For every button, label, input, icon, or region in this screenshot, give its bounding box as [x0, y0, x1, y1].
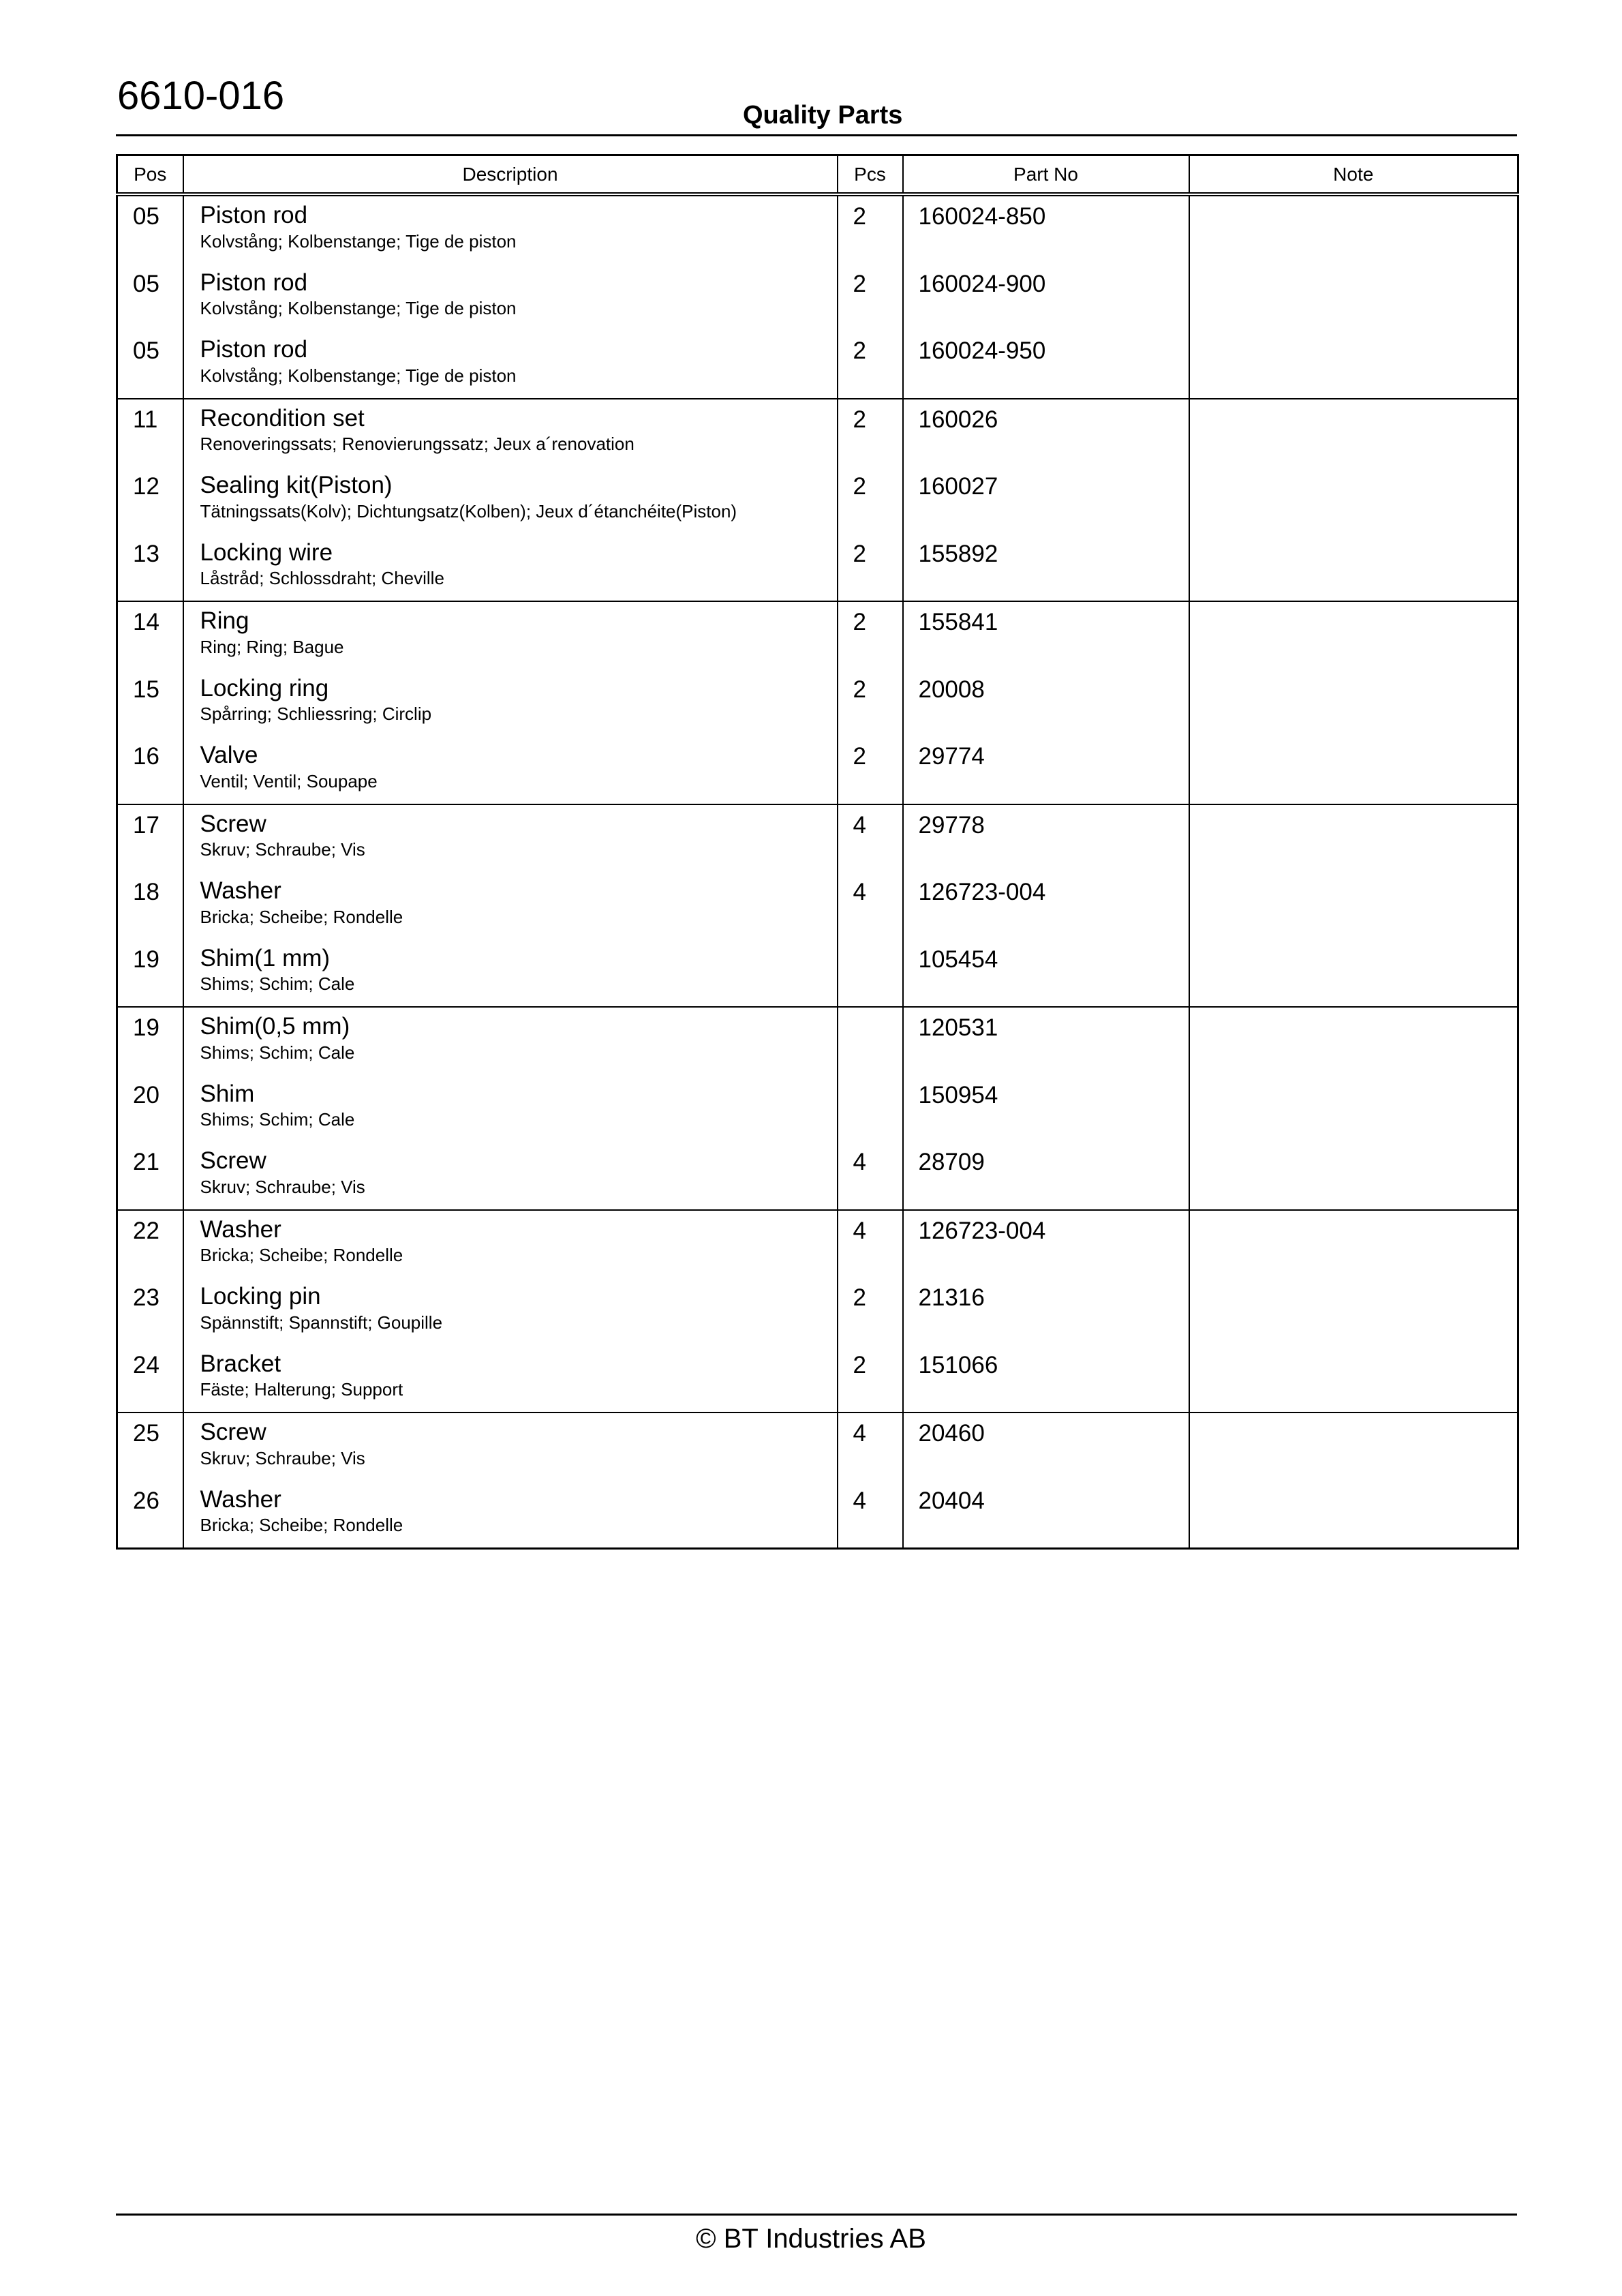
cell-description — [183, 194, 838, 264]
footer-divider — [116, 2214, 1517, 2216]
cell-pos: 23 — [117, 1278, 183, 1345]
part-name: Locking pin — [200, 1283, 321, 1310]
page-heading: Quality Parts — [743, 101, 903, 130]
cell-pcs: 2 — [838, 669, 903, 737]
cell-part-no: 160024-850 — [903, 194, 1189, 264]
cell-note — [1189, 331, 1518, 399]
cell-description — [183, 466, 838, 534]
part-name: Shim(1 mm) — [200, 944, 331, 971]
column-header-note: Note — [1189, 155, 1518, 195]
row-group — [117, 399, 1518, 602]
parts-table — [116, 154, 1519, 1550]
part-translation: Fäste; Halterung; Support — [200, 1379, 403, 1400]
cell-note — [1189, 534, 1518, 602]
cell-description — [183, 736, 838, 804]
table-row — [117, 804, 1518, 873]
part-name: Locking wire — [200, 539, 333, 566]
cell-pos: 05 — [117, 264, 183, 331]
row-group — [117, 601, 1518, 804]
cell-description — [183, 872, 838, 939]
cell-pos: 24 — [117, 1345, 183, 1413]
cell-pos: 26 — [117, 1481, 183, 1549]
cell-note — [1189, 1007, 1518, 1075]
cell-pos: 19 — [117, 939, 183, 1008]
cell-note — [1189, 1413, 1518, 1481]
part-name: Washer — [200, 877, 281, 904]
part-name: Screw — [200, 810, 266, 837]
cell-pos: 19 — [117, 1007, 183, 1075]
table-row — [117, 1210, 1518, 1278]
cell-pcs: 4 — [838, 1142, 903, 1210]
cell-description — [183, 601, 838, 669]
part-name: Sealing kit(Piston) — [200, 472, 393, 498]
part-translation: Bricka; Scheibe; Rondelle — [200, 906, 403, 927]
part-name: Washer — [200, 1485, 281, 1513]
row-group — [117, 194, 1518, 399]
parts-table-header — [117, 155, 1518, 195]
copyright-notice: © BT Industries AB — [696, 2224, 926, 2254]
part-translation: Shims; Schim; Cale — [200, 1109, 355, 1130]
cell-description — [183, 804, 838, 873]
part-name: Valve — [200, 742, 258, 768]
row-group — [117, 1007, 1518, 1210]
column-header-part-no: Part No — [903, 155, 1189, 195]
cell-description — [183, 939, 838, 1008]
table-row — [117, 736, 1518, 804]
cell-pcs — [838, 939, 903, 1008]
cell-note — [1189, 601, 1518, 669]
part-translation: Kolvstång; Kolbenstange; Tige de piston — [200, 230, 517, 252]
cell-pos: 15 — [117, 669, 183, 737]
cell-description — [183, 1007, 838, 1075]
cell-note — [1189, 194, 1518, 264]
table-row — [117, 534, 1518, 602]
cell-description — [183, 1413, 838, 1481]
table-row — [117, 1481, 1518, 1549]
part-translation: Shims; Schim; Cale — [200, 1042, 355, 1063]
row-group — [117, 804, 1518, 1008]
cell-description — [183, 399, 838, 467]
cell-description — [183, 669, 838, 737]
cell-pcs: 2 — [838, 399, 903, 467]
table-row — [117, 399, 1518, 467]
cell-part-no: 150954 — [903, 1075, 1189, 1143]
cell-pos: 16 — [117, 736, 183, 804]
cell-note — [1189, 1142, 1518, 1210]
cell-note — [1189, 1278, 1518, 1345]
cell-description — [183, 1142, 838, 1210]
part-translation: Bricka; Scheibe; Rondelle — [200, 1515, 403, 1536]
cell-note — [1189, 1075, 1518, 1143]
part-name: Screw — [200, 1147, 266, 1174]
cell-pos: 11 — [117, 399, 183, 467]
cell-part-no: 29774 — [903, 736, 1189, 804]
cell-part-no: 20404 — [903, 1481, 1189, 1549]
part-name: Bracket — [200, 1350, 281, 1377]
cell-pos: 22 — [117, 1210, 183, 1278]
cell-note — [1189, 872, 1518, 939]
cell-description — [183, 264, 838, 331]
cell-note — [1189, 1210, 1518, 1278]
cell-description — [183, 1278, 838, 1345]
table-row — [117, 939, 1518, 1008]
part-translation: Shims; Schim; Cale — [200, 973, 355, 995]
cell-description — [183, 1075, 838, 1143]
cell-note — [1189, 399, 1518, 467]
cell-pos: 25 — [117, 1413, 183, 1481]
part-translation: Kolvstång; Kolbenstange; Tige de piston — [200, 298, 517, 319]
part-translation: Ventil; Ventil; Soupape — [200, 770, 378, 791]
cell-part-no: 160026 — [903, 399, 1189, 467]
cell-description — [183, 1481, 838, 1549]
part-translation: Skruv; Schraube; Vis — [200, 1176, 365, 1197]
cell-pos: 18 — [117, 872, 183, 939]
table-row — [117, 1075, 1518, 1143]
cell-pos: 14 — [117, 601, 183, 669]
cell-part-no: 160027 — [903, 466, 1189, 534]
row-group — [117, 1413, 1518, 1549]
column-header-pos: Pos — [117, 155, 183, 195]
cell-pcs: 2 — [838, 1278, 903, 1345]
part-name: Washer — [200, 1215, 281, 1243]
cell-pos: 20 — [117, 1075, 183, 1143]
cell-part-no: 155892 — [903, 534, 1189, 602]
table-row — [117, 669, 1518, 737]
cell-note — [1189, 264, 1518, 331]
part-name: Piston rod — [200, 269, 308, 296]
table-row — [117, 1345, 1518, 1413]
cell-pcs: 2 — [838, 1345, 903, 1413]
cell-part-no: 160024-900 — [903, 264, 1189, 331]
table-row — [117, 1278, 1518, 1345]
cell-pcs: 2 — [838, 534, 903, 602]
cell-note — [1189, 1345, 1518, 1413]
part-name: Ring — [200, 607, 249, 634]
cell-part-no: 28709 — [903, 1142, 1189, 1210]
cell-note — [1189, 939, 1518, 1008]
cell-part-no: 126723-004 — [903, 1210, 1189, 1278]
table-row — [117, 194, 1518, 264]
cell-part-no: 21316 — [903, 1278, 1189, 1345]
cell-pos: 12 — [117, 466, 183, 534]
part-translation: Renoveringssats; Renovierungssatz; Jeux a´renovation — [200, 434, 634, 455]
table-row — [117, 1413, 1518, 1481]
part-name: Recondition set — [200, 404, 365, 432]
cell-note — [1189, 466, 1518, 534]
cell-pcs — [838, 1075, 903, 1143]
table-row — [117, 872, 1518, 939]
cell-pcs: 2 — [838, 601, 903, 669]
cell-description — [183, 331, 838, 399]
column-header-description: Description — [183, 155, 838, 195]
part-name: Locking ring — [200, 674, 329, 701]
column-header-pcs: Pcs — [838, 155, 903, 195]
part-translation: Skruv; Schraube; Vis — [200, 1447, 365, 1468]
row-group — [117, 1210, 1518, 1413]
table-row — [117, 1007, 1518, 1075]
cell-pos: 05 — [117, 331, 183, 399]
table-row — [117, 601, 1518, 669]
table-row — [117, 331, 1518, 399]
cell-pos: 05 — [117, 194, 183, 264]
table-row — [117, 466, 1518, 534]
cell-pcs: 4 — [838, 1481, 903, 1549]
cell-part-no: 120531 — [903, 1007, 1189, 1075]
part-name: Screw — [200, 1419, 266, 1445]
cell-description — [183, 1345, 838, 1413]
cell-pcs: 2 — [838, 264, 903, 331]
part-translation: Kolvstång; Kolbenstange; Tige de piston — [200, 365, 517, 386]
cell-note — [1189, 669, 1518, 737]
header-divider — [116, 134, 1517, 136]
part-translation: Spårring; Schliessring; Circlip — [200, 704, 432, 725]
cell-pcs: 4 — [838, 1210, 903, 1278]
part-name: Piston rod — [200, 202, 308, 228]
cell-part-no: 20008 — [903, 669, 1189, 737]
cell-note — [1189, 1481, 1518, 1549]
cell-part-no: 151066 — [903, 1345, 1189, 1413]
part-translation: Bricka; Scheibe; Rondelle — [200, 1245, 403, 1266]
cell-note — [1189, 736, 1518, 804]
part-translation: Tätningssats(Kolv); Dichtungsatz(Kolben); Jeux d´étanchéite(Piston) — [200, 500, 737, 522]
cell-pcs: 4 — [838, 872, 903, 939]
cell-note — [1189, 804, 1518, 873]
part-translation: Ring; Ring; Bague — [200, 636, 344, 657]
part-translation: Låstråd; Schlossdraht; Cheville — [200, 568, 444, 589]
cell-pcs: 4 — [838, 1413, 903, 1481]
cell-part-no: 20460 — [903, 1413, 1189, 1481]
part-translation: Spännstift; Spannstift; Goupille — [200, 1312, 443, 1333]
table-row — [117, 264, 1518, 331]
part-translation: Skruv; Schraube; Vis — [200, 839, 365, 860]
cell-part-no: 126723-004 — [903, 872, 1189, 939]
cell-description — [183, 1210, 838, 1278]
part-name: Shim — [200, 1080, 255, 1107]
part-name: Piston rod — [200, 336, 308, 363]
cell-part-no: 160024-950 — [903, 331, 1189, 399]
cell-pos: 13 — [117, 534, 183, 602]
cell-pcs: 2 — [838, 736, 903, 804]
cell-part-no: 105454 — [903, 939, 1189, 1008]
cell-pcs: 2 — [838, 194, 903, 264]
part-name: Shim(0,5 mm) — [200, 1013, 350, 1040]
table-row — [117, 1142, 1518, 1210]
cell-pcs — [838, 1007, 903, 1075]
cell-pcs: 4 — [838, 804, 903, 873]
cell-pcs: 2 — [838, 466, 903, 534]
document-number: 6610-016 — [117, 74, 285, 118]
cell-part-no: 155841 — [903, 601, 1189, 669]
cell-pos: 21 — [117, 1142, 183, 1210]
cell-pcs: 2 — [838, 331, 903, 399]
cell-description — [183, 534, 838, 602]
cell-part-no: 29778 — [903, 804, 1189, 873]
cell-pos: 17 — [117, 804, 183, 873]
